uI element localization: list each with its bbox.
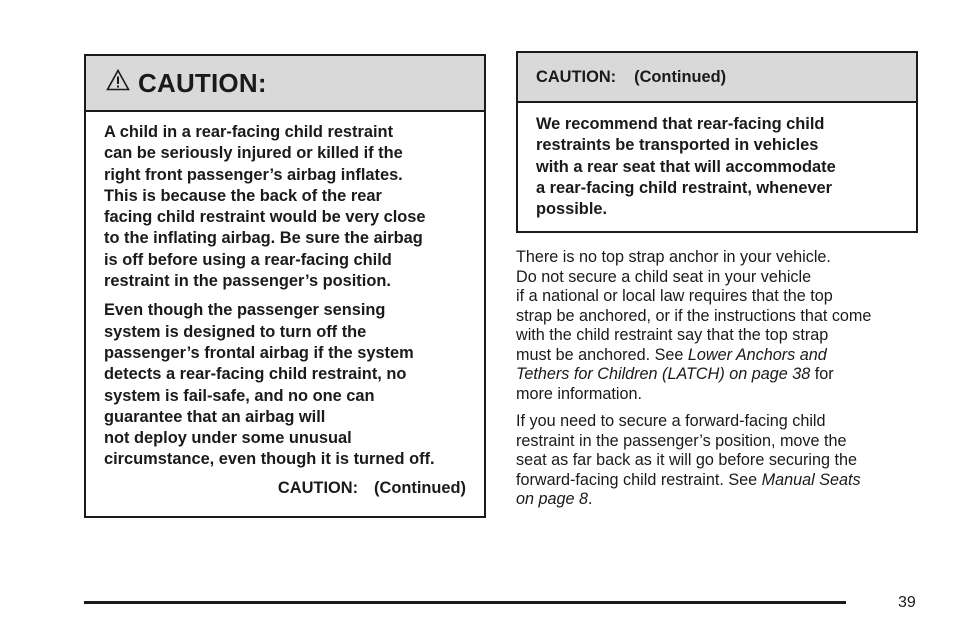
page-number: 39 <box>898 594 916 611</box>
caution-continued-body <box>518 103 916 220</box>
continued-suffix: (Continued) <box>374 479 466 497</box>
body-text <box>516 248 916 518</box>
caution-paragraph-1: A child in a rear-facing child restraint can be seriously injured or killed if the right front passenger’s airbag inflates. This is because the back of the rear facing child restraint would be very close to the inflating airbag. Be sure the airbag is off before using a rear-facing child restraint in the passenger’s position. <box>104 123 426 291</box>
latch-reference-link[interactable]: Lower Anchors and Tethers for Children (LATCH) on page 38 <box>516 345 827 383</box>
continued-header-suffix: (Continued) <box>634 67 727 86</box>
continued-header-label: CAUTION: <box>536 67 617 86</box>
caution-continued-note <box>278 479 466 498</box>
manual-seats-reference-link[interactable]: Manual Seats on page 8 <box>516 470 861 508</box>
body-p2-text: If you need to secure a forward-facing child restraint in the passenger’s position, move the seat as far back as it will go before securing the forward-facing child restraint. See <box>516 412 858 489</box>
body-p1-text: There is no top strap anchor in your vehicle. Do not secure a child seat in your vehicle if a national or local law requires that the top strap be anchored, or if the instructions that come with the child restraint say that the top strap must be anchored. See <box>516 248 872 364</box>
body-p2-tail: . <box>588 490 593 508</box>
footer-rule <box>84 601 846 604</box>
caution-body <box>86 112 484 471</box>
caution-header <box>86 56 484 112</box>
body-paragraph-2 <box>516 412 916 510</box>
caution-title: CAUTION: <box>138 67 267 98</box>
caution-box <box>84 54 486 518</box>
continued-label: CAUTION: <box>277 479 359 497</box>
body-p1-tail: for more information. <box>516 365 834 403</box>
continued-paragraph: We recommend that rear-facing child restraints be transported in vehicles with a rear seat that will accommodate a rear-facing child restraint, whenever possible. <box>536 115 836 219</box>
caution-paragraph-2: Even though the passenger sensing system is designed to turn off the passenger’s frontal airbag if the system detects a rear-facing child restraint, no system is fail-safe, and no one can guarantee that an airbag will not deploy under some unusual circumstance, even though it is turned off. <box>104 301 435 469</box>
body-paragraph-1 <box>516 248 916 404</box>
caution-continued-header <box>518 53 916 103</box>
warning-triangle-icon <box>106 69 130 91</box>
caution-continued-box <box>516 51 918 233</box>
